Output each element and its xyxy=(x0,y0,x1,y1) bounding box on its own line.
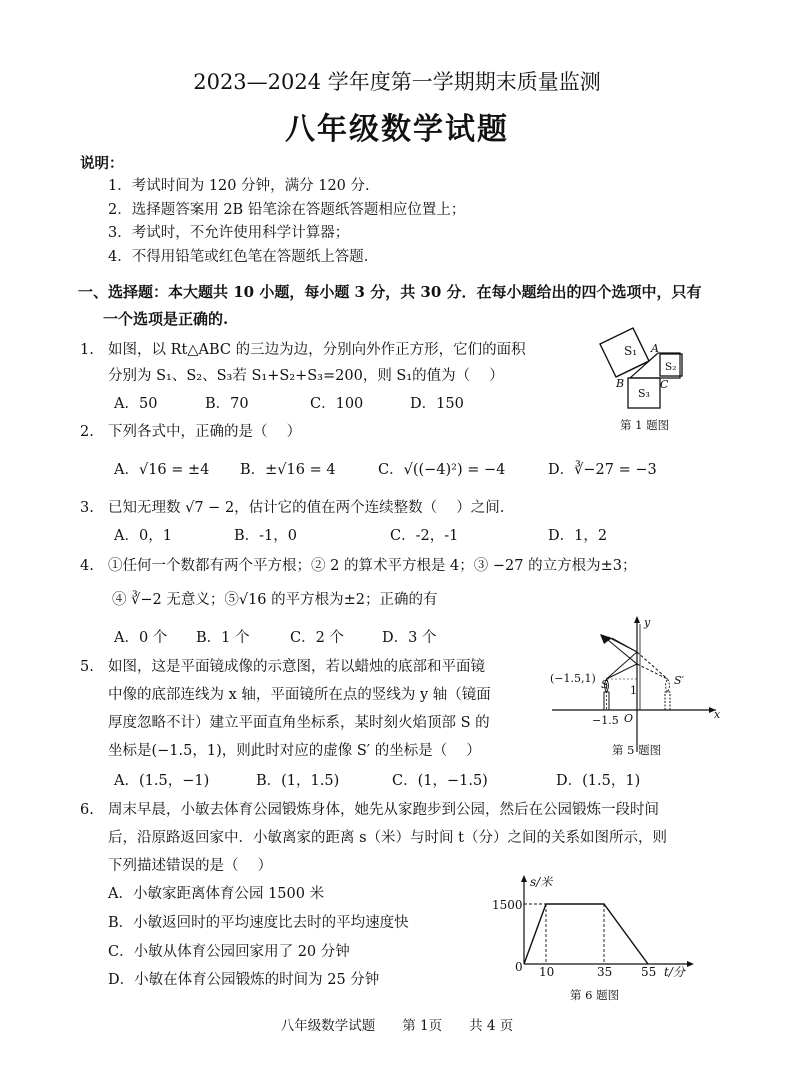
q2-stem: 下列各式中，正确的是（ ） xyxy=(108,424,302,440)
axis-label-x: t/分 xyxy=(664,965,685,979)
tick-35: 35 xyxy=(597,965,613,979)
option-a: A．(1.5，−1) xyxy=(114,773,210,789)
label-s2: S₂ xyxy=(665,361,677,373)
q6-stem-line: 周末早晨，小敏去体育公园锻炼身体，她先从家跑步到公园，然后在公园锻炼一段时间 xyxy=(108,802,659,818)
option-c: C．-2，-1 xyxy=(390,528,459,544)
label-s: S xyxy=(601,678,609,691)
tick-10: 10 xyxy=(539,965,555,979)
question-number: 1. xyxy=(80,342,94,358)
option-b: B．-1，0 xyxy=(234,528,298,544)
q6-figure xyxy=(490,868,700,1004)
option-b: B．小敏返回时的平均速度比去时的平均速度快 xyxy=(108,915,409,931)
label-one: 1 xyxy=(630,684,637,697)
option-a: A．0 个 xyxy=(114,630,168,646)
q5-stem-line: 坐标是(−1.5，1)，则此时对应的虚像 S′ 的坐标是（ ） xyxy=(108,743,481,759)
question-number: 3. xyxy=(80,500,94,516)
q4-stem-cont: ④ ∛−2 无意义；⑤√16 的平方根为±2；正确的有 xyxy=(112,592,438,608)
option-c: C．(1，−1.5) xyxy=(392,773,488,789)
option-d: D．(1.5，1) xyxy=(556,773,641,789)
option-b: B．(1，1.5) xyxy=(256,773,340,789)
label-b: B xyxy=(616,377,625,390)
label-c: C xyxy=(660,378,669,391)
note-item: 1．考试时间为 120 分钟，满分 120 分. xyxy=(108,178,370,194)
option-d: D．1，2 xyxy=(548,528,608,544)
question-number: 5. xyxy=(80,659,94,675)
label-s3: S₃ xyxy=(638,387,650,400)
point-label: (−1.5,1) xyxy=(550,672,596,685)
option-c: C．100 xyxy=(310,396,364,412)
notes-label: 说明： xyxy=(80,155,124,172)
q6-stem-line: 后，沿原路返回家中．小敏离家的距离 s（米）与时间 t（分）之间的关系如图所示，则 xyxy=(108,830,667,846)
option-c: C．2 个 xyxy=(290,630,344,646)
fig1-caption: 第 1 题图 xyxy=(620,418,670,432)
q3-stem: 已知无理数 √7 − 2，估计它的值在两个连续整数（ ）之间. xyxy=(108,500,505,516)
label-y: y xyxy=(644,616,651,629)
option-a: A．小敏家距离体育公园 1500 米 xyxy=(108,886,325,902)
tick-55: 55 xyxy=(641,965,657,979)
q5-stem-line: 厚度忽略不计）建立平面直角坐标系，某时刻火焰顶部 S 的 xyxy=(108,715,490,731)
option-c: C．小敏从体育公园回家用了 20 分钟 xyxy=(108,944,350,960)
fig5-caption: 第 5 题图 xyxy=(612,743,662,757)
subject-title: 八年级数学试题 xyxy=(285,112,509,147)
option-d: D．小敏在体育公园锻炼的时间为 25 分钟 xyxy=(108,972,380,988)
label-a: A xyxy=(651,342,659,355)
section-heading: 一、选择题：本大题共 10 小题，每小题 3 分，共 30 分．在每小题给出的四个选项中，只有 xyxy=(78,283,702,301)
note-item: 4．不得用铅笔或红色笔在答题纸上答题. xyxy=(108,249,369,265)
q1-stem-cont: 分别为 S₁、S₂、S₃若 S₁+S₂+S₃=200，则 S₁的值为（ ） xyxy=(108,368,504,384)
option-b: B．70 xyxy=(205,396,249,412)
fig6-caption: 第 6 题图 xyxy=(570,988,620,1002)
q6-stem-line: 下列描述错误的是（ ） xyxy=(108,858,273,874)
q5-stem-line: 中像的底部连线为 x 轴，平面镜所在点的竖线为 y 轴（镜面 xyxy=(108,687,491,703)
option-a: A．√16 = ±4 xyxy=(114,462,210,478)
section-heading-cont: 一个选项是正确的. xyxy=(103,310,229,328)
q5-stem-line: 如图，这是平面镜成像的示意图，若以蜡烛的底部和平面镜 xyxy=(108,659,485,675)
option-c: C．√((−4)²) = −4 xyxy=(378,462,506,478)
exam-title: 2023—2024 学年度第一学期期末质量监测 xyxy=(193,70,601,94)
tick-1500: 1500 xyxy=(492,898,523,912)
question-number: 4. xyxy=(80,558,94,574)
q5-figure xyxy=(548,612,726,762)
option-a: A．0，1 xyxy=(114,528,172,544)
note-item: 3．考试时，不允许使用科学计算器； xyxy=(108,225,350,241)
question-number: 6. xyxy=(80,802,94,818)
axis-label-y: s/米 xyxy=(530,875,553,889)
option-b: B．±√16 = 4 xyxy=(240,462,336,478)
option-d: D．3 个 xyxy=(382,630,437,646)
tick-origin: 0 xyxy=(515,960,523,974)
question-number: 2. xyxy=(80,424,94,440)
option-d: D．150 xyxy=(410,396,464,412)
label-x: x xyxy=(714,708,721,721)
label-neg: −1.5 xyxy=(592,714,619,727)
page-footer: 八年级数学试题 第 1页 共 4 页 xyxy=(280,1018,514,1034)
label-s1: S₁ xyxy=(624,344,638,358)
option-a: A．50 xyxy=(114,396,158,412)
label-s-prime: S′ xyxy=(674,674,685,687)
q4-stem: ①任何一个数都有两个平方根；② 2 的算术平方根是 4；③ −27 的立方根为±3； xyxy=(108,558,637,574)
option-b: B．1 个 xyxy=(196,630,250,646)
option-d: D．∛−27 = −3 xyxy=(548,462,657,478)
label-o: O xyxy=(624,712,634,725)
q1-figure xyxy=(590,318,700,438)
note-item: 2．选择题答案用 2B 铅笔涂在答题纸答题相应位置上； xyxy=(108,202,466,218)
q1-stem: 如图，以 Rt△ABC 的三边为边，分别向外作正方形，它们的面积 xyxy=(108,342,526,358)
